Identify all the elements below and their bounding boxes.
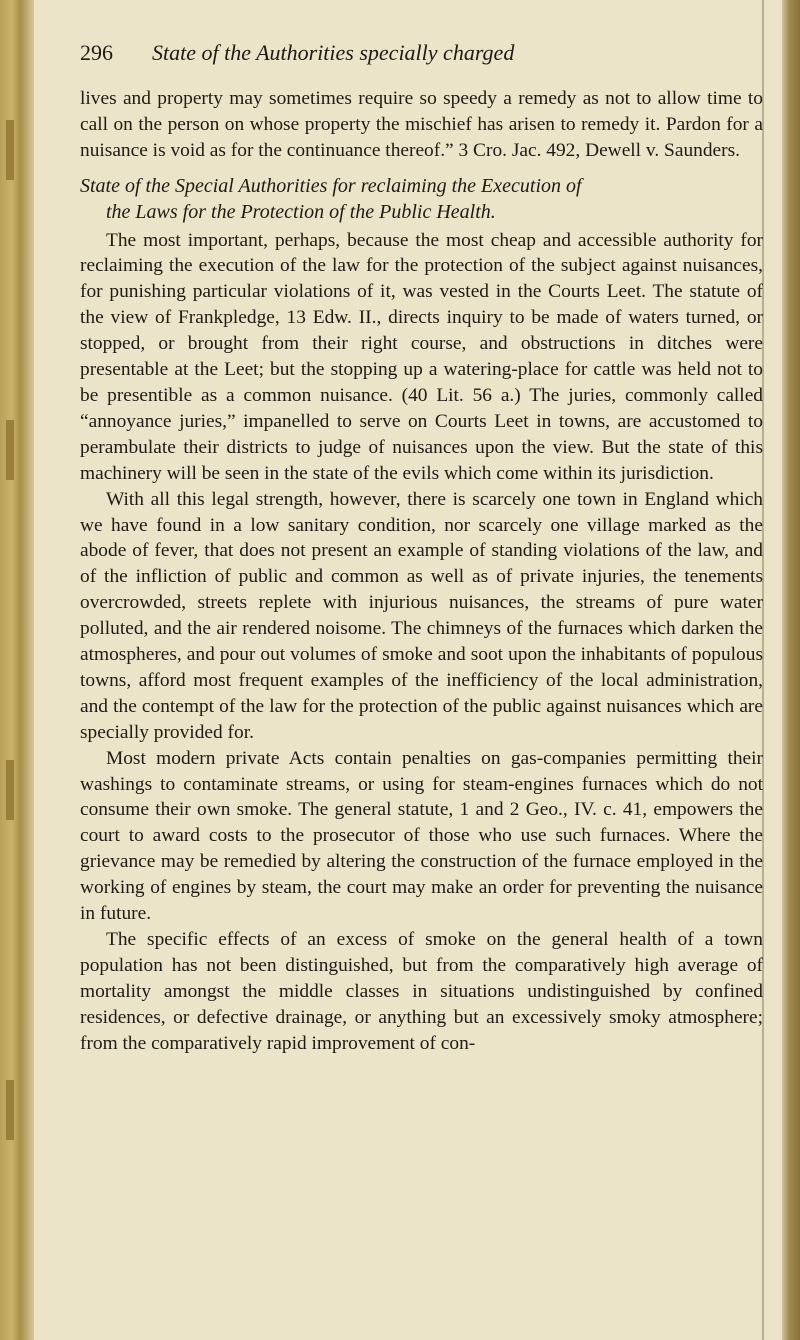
page-content <box>80 40 763 1057</box>
binding-tab <box>6 120 14 180</box>
paragraph: Most modern private Acts contain penalties on gas-companies permitting their washings to contaminate streams, or using for steam-engines furnaces which do not consume their own smoke. The general statute, 1 and 2 Geo., IV. c. 41, empowers the court to award costs to the prosecutor of those who use such furnaces. Where the grievance may be remedied by altering the construction of the furnace employed in the working of engines by steam, the court may make an order for preventing the nuisance in future. <box>80 747 763 925</box>
book-page <box>34 0 782 1340</box>
running-head <box>80 40 763 74</box>
running-title: State of the Authorities specially charged <box>152 40 515 65</box>
paragraph: The specific effects of an excess of smoke on the general health of a town population has not been distinguished, but from the comparatively high average of mortality amongst the middle classes in situations undistinguished by confined residences, or defective drainage, or anything but an excessively smoky atmosphere; from the comparatively rapid improvement of con- <box>80 929 763 1054</box>
binding-tab <box>6 1080 14 1140</box>
paragraph: The most important, perhaps, because the most cheap and accessible authority for reclaiming the execution of the law for the protection of the subject against nuisances, for punishing particular violations of it, was vested in the Courts Leet. The statute of the view of Frankpledge, 13 Edw. II., directs inquiry to be made of waters turned, or stopped, or brought from their right course, and obstructions in ditches were presentable at the Leet; but the stopping up a watering-place for cattle was held not to be presentible as a common nuisance. (40 Lit. 56 a.) The juries, commonly called “annoyance juries,” impanelled to serve on Courts Leet in towns, are accustomed to perambulate their districts to judge of nuisances upon the view. But the state of this machinery will be seen in the state of the evils which come within its jurisdiction. <box>80 229 763 484</box>
book-binding-right <box>782 0 800 1340</box>
section-heading-line-2: the Laws for the Protection of the Public Health. <box>106 200 496 223</box>
binding-tab <box>6 760 14 820</box>
page-number: 296 <box>80 40 113 65</box>
paragraph: With all this legal strength, however, there is scarcely one town in England which we have found in a low sanitary condition, nor scarcely one village marked as the abode of fever, that does not present an example of standing violations of the law, and of the infliction of public and common as well as of private injuries, the tenements overcrowded, streets replete with injurious nuisances, the streams of pure water polluted, and the air rendered noisome. The chimneys of the furnaces which darken the atmospheres, and pour out volumes of smoke and soot upon the inhabitants of populous towns, afford most frequent examples of the inefficiency of the local administration, and the contempt of the law for the protection of the public against nuisances which are specially provided for. <box>80 488 763 743</box>
section-heading-line-1: State of the Special Authorities for reclaiming the Execution of <box>80 174 582 197</box>
section-heading <box>80 174 763 226</box>
binding-tab <box>6 420 14 480</box>
book-binding-left <box>0 0 34 1340</box>
intro-paragraph: lives and property may sometimes require so speedy a remedy as not to allow time to call on the person on whose property the mischief has arisen to remedy it. Pardon for a nuisance is void as for the continuance thereof.” 3 Cro. Jac. 492, Dewell v. Saunders. <box>80 88 763 161</box>
